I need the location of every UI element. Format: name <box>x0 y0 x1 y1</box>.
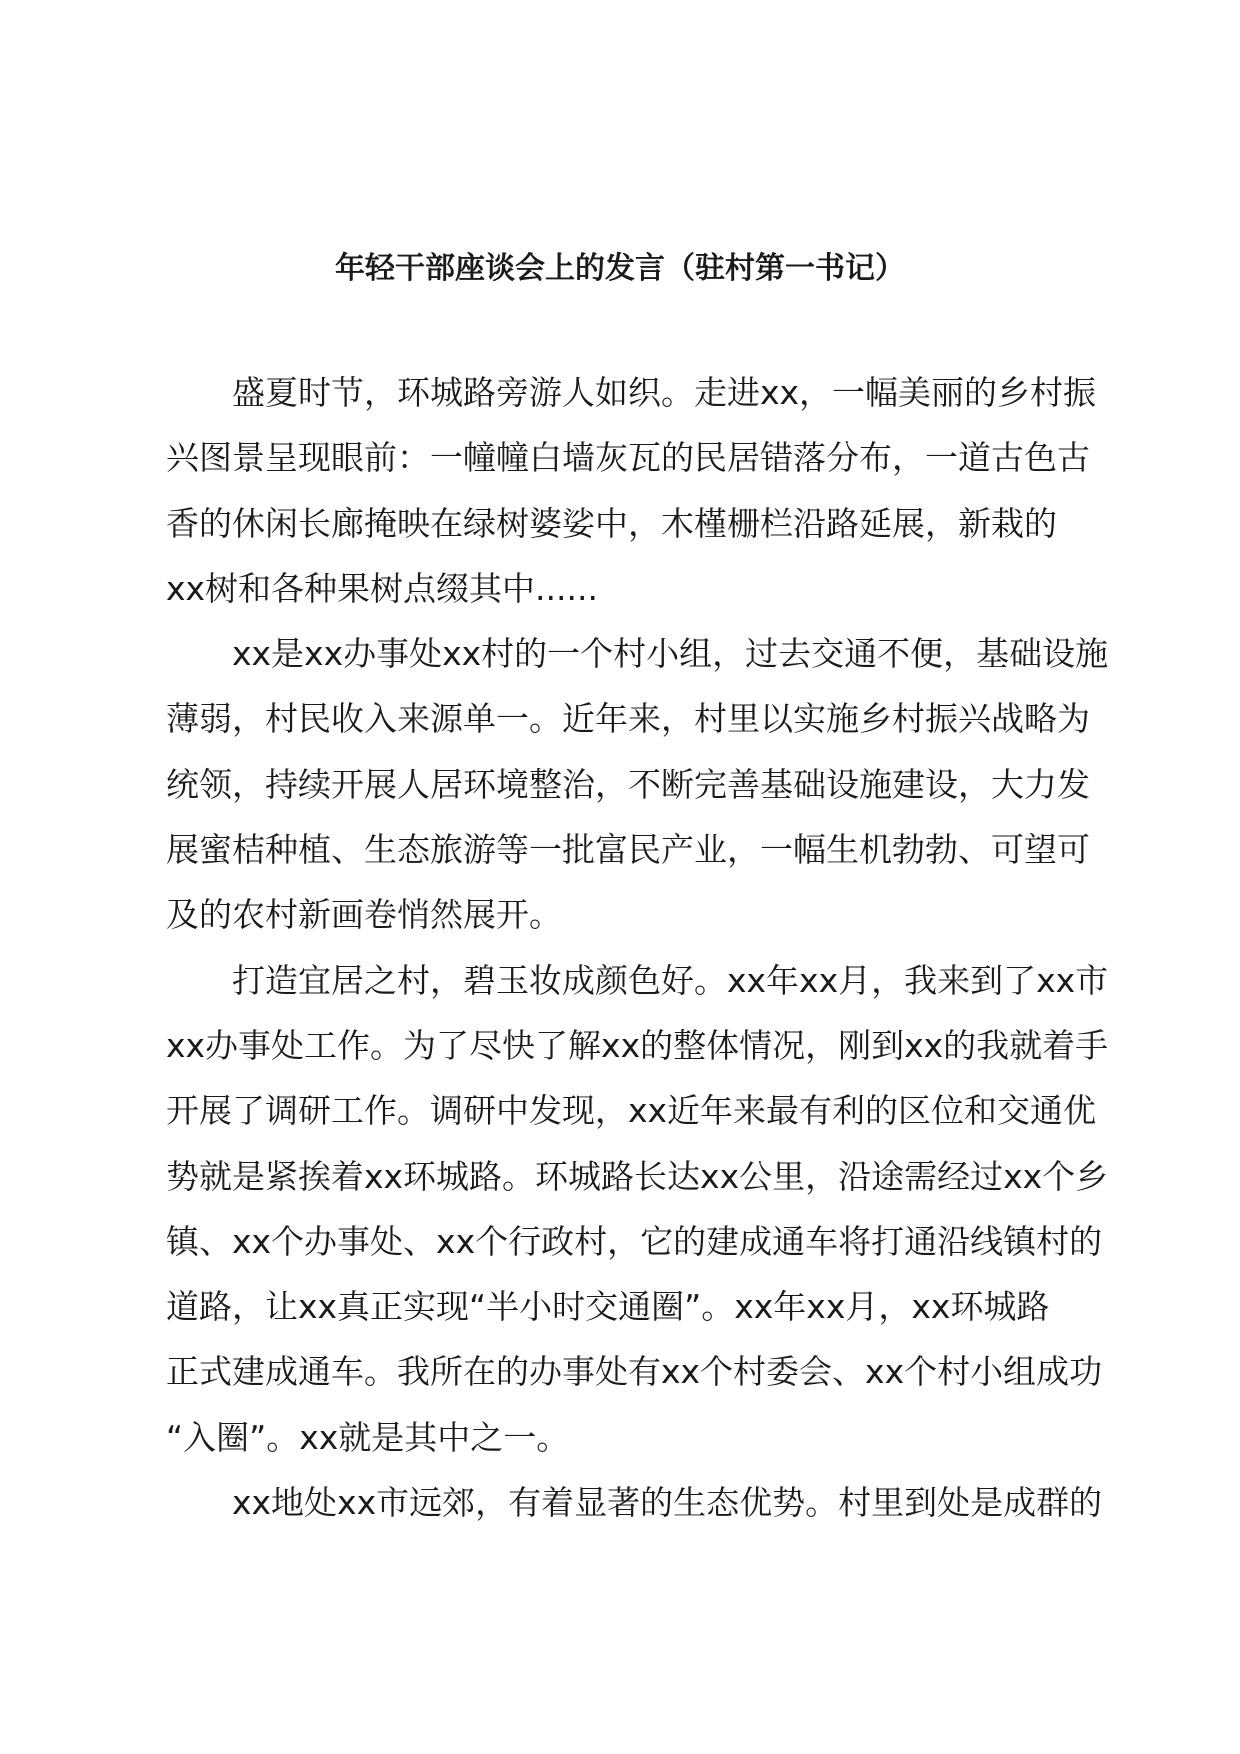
paragraph <box>166 1470 1116 1535</box>
text-line: xx办事处工作。为了尽快了解xx的整体情况，刚到xx的我就着手 <box>166 1025 1109 1065</box>
text-line: 统领，持续开展人居环境整治，不断完善基础设施建设，大力发 <box>166 764 1090 804</box>
text-line: 盛夏时节，环城路旁游人如织。走进xx，一幅美丽的乡村振 <box>166 373 1097 412</box>
paragraph <box>166 948 1116 1470</box>
paragraph <box>166 360 1116 621</box>
paragraph <box>166 621 1116 947</box>
text-line: 薄弱，村民收入来源单一。近年来，村里以实施乡村振兴战略为 <box>166 699 1090 739</box>
text-line: “入圈”。xx就是其中之一。 <box>166 1417 570 1457</box>
document-title: 年轻干部座谈会上的发言（驻村第一书记） <box>335 251 905 286</box>
text-line: xx树和各种果树点缀其中...... <box>166 568 598 608</box>
text-line: 兴图景呈现眼前：一幢幢白墙灰瓦的民居错落分布，一道古色古 <box>166 438 1090 478</box>
text-line: 开展了调研工作。调研中发现，xx近年来最有利的区位和交通优 <box>166 1091 1097 1131</box>
text-line: 镇、xx个办事处、xx个行政村，它的建成通车将打通沿线镇村的 <box>166 1221 1103 1261</box>
text-line: 打造宜居之村，碧玉妆成颜色好。xx年xx月，我来到了xx市 <box>166 960 1109 1000</box>
text-line: 道路，让xx真正实现“半小时交通圈”。xx年xx月，xx环城路 <box>166 1287 1050 1327</box>
text-line: xx地处xx市远郊，有着显著的生态优势。村里到处是成群的 <box>166 1483 1103 1523</box>
text-line: xx是xx办事处xx村的一个村小组，过去交通不便，基础设施 <box>166 634 1109 674</box>
text-line: 及的农村新画卷悄然展开。 <box>166 895 562 935</box>
text-line: 正式建成通车。我所在的办事处有xx个村委会、xx个村小组成功 <box>166 1352 1103 1392</box>
text-line: 展蜜桔种植、生态旅游等一批富民产业，一幅生机勃勃、可望可 <box>166 830 1090 870</box>
document-body <box>166 360 1116 1535</box>
text-line: 势就是紧挨着xx环城路。环城路长达xx公里，沿途需经过xx个乡 <box>166 1156 1109 1196</box>
text-line: 香的休闲长廊掩映在绿树婆娑中，木槿栅栏沿路延展，新栽的 <box>166 503 1057 543</box>
